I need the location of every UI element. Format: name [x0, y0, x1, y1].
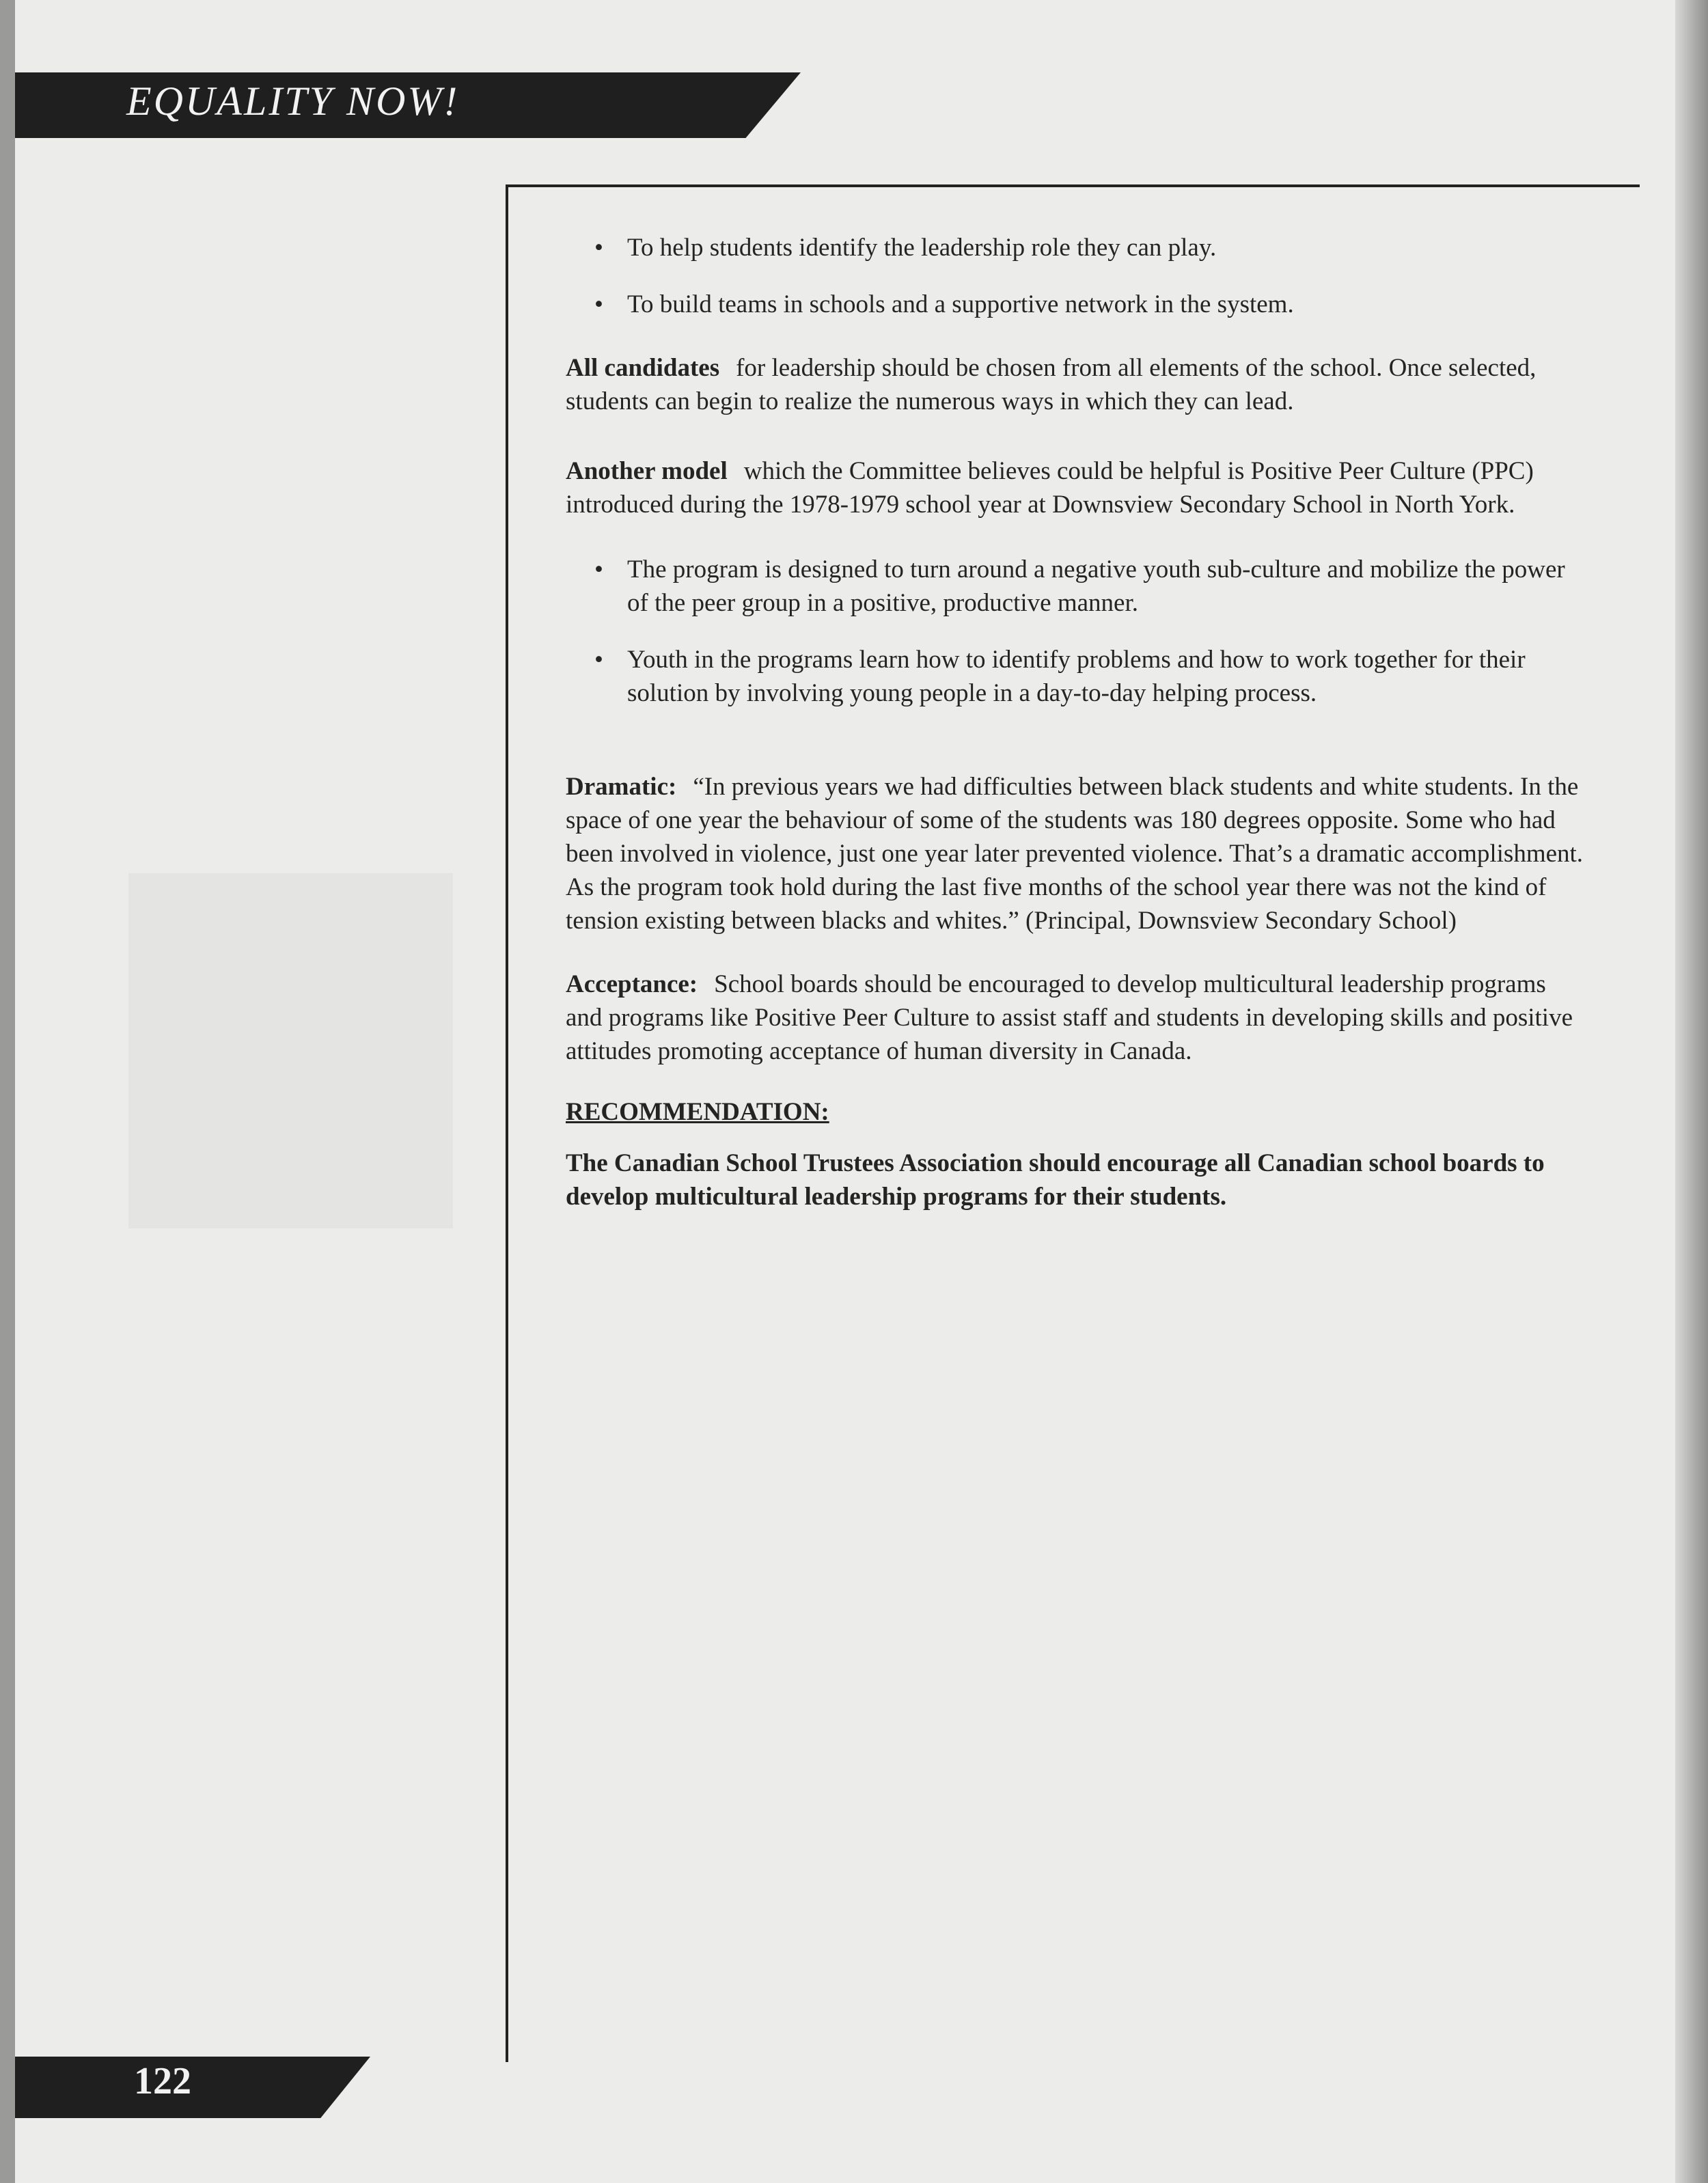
- acceptance-paragraph: [566, 967, 1584, 1068]
- bullet-text: The program is designed to turn around a negative youth sub-culture and mobilize the power of the peer group in a positive, productive manner.: [627, 555, 1565, 617]
- paragraph-text: which the Committee believes could be helpful is Positive Peer Culture (PPC) introduced during the 1978-1979 school year at Downsview Secondary School in North York.: [566, 457, 1534, 519]
- running-header-title: EQUALITY NOW!: [126, 79, 460, 124]
- bullet-text: To help students identify the leadership role they can play.: [627, 234, 1217, 262]
- bullet-list-goals: [566, 231, 1584, 321]
- paragraph-lead: All candidates: [566, 354, 720, 382]
- paragraph-lead: Another model: [566, 457, 728, 485]
- paragraph-lead: Dramatic:: [566, 773, 677, 801]
- bullet-icon: •: [594, 234, 603, 262]
- paragraph-text: School boards should be encouraged to develop multicultural leadership programs and programs like Positive Peer Culture to assist staff and students in developing skills and positive attitudes promoting acceptance of human diversity in Canada.: [566, 970, 1573, 1065]
- page-right-edge: [1675, 0, 1708, 2183]
- model-paragraph: [566, 454, 1584, 521]
- frame-left-rule: [506, 184, 508, 2062]
- bullet-text: Youth in the programs learn how to identify problems and how to work together for their solution by involving young people in a day-to-day helping process.: [627, 646, 1526, 707]
- main-content: [566, 231, 1584, 1213]
- dramatic-paragraph: [566, 770, 1584, 937]
- paragraph-text: “In previous years we had difficulties between black students and white students. In the space of one year the behaviour of some of the students was 180 degrees opposite. Some who had been involved in violence, just one year later prevented violence. That’s a dramatic accomplishment. As the program took hold during the last five months of the school year there was not the kind of tension existing between blacks and whites.” (Principal, Downsview Secondary School): [566, 773, 1584, 935]
- list-item: [566, 553, 1584, 620]
- bullet-icon: •: [594, 646, 603, 674]
- list-item: [566, 288, 1584, 321]
- candidates-paragraph: [566, 351, 1584, 418]
- bullet-text: To build teams in schools and a supportive network in the system.: [627, 290, 1294, 318]
- recommendation-heading: RECOMMENDATION:: [566, 1098, 829, 1126]
- list-item: [566, 643, 1584, 710]
- bullet-list-ppc: [566, 553, 1584, 710]
- footer-banner: [15, 2057, 370, 2118]
- paragraph-text: for leadership should be chosen from all elements of the school. Once selected, students can begin to realize the numerous ways in which they can lead.: [566, 354, 1537, 415]
- paragraph-lead: Acceptance:: [566, 970, 698, 998]
- list-item: [566, 231, 1584, 264]
- recommendation-text: The Canadian School Trustees Association should encourage all Canadian school boards to develop multicultural leadership programs for their students.: [566, 1149, 1545, 1211]
- binding-shadow: [0, 0, 15, 2183]
- bullet-icon: •: [594, 290, 603, 318]
- frame-top-rule: [506, 184, 1640, 187]
- show-through-box: [128, 873, 453, 1228]
- page-number: 122: [134, 2060, 191, 2102]
- bullet-icon: •: [594, 555, 603, 583]
